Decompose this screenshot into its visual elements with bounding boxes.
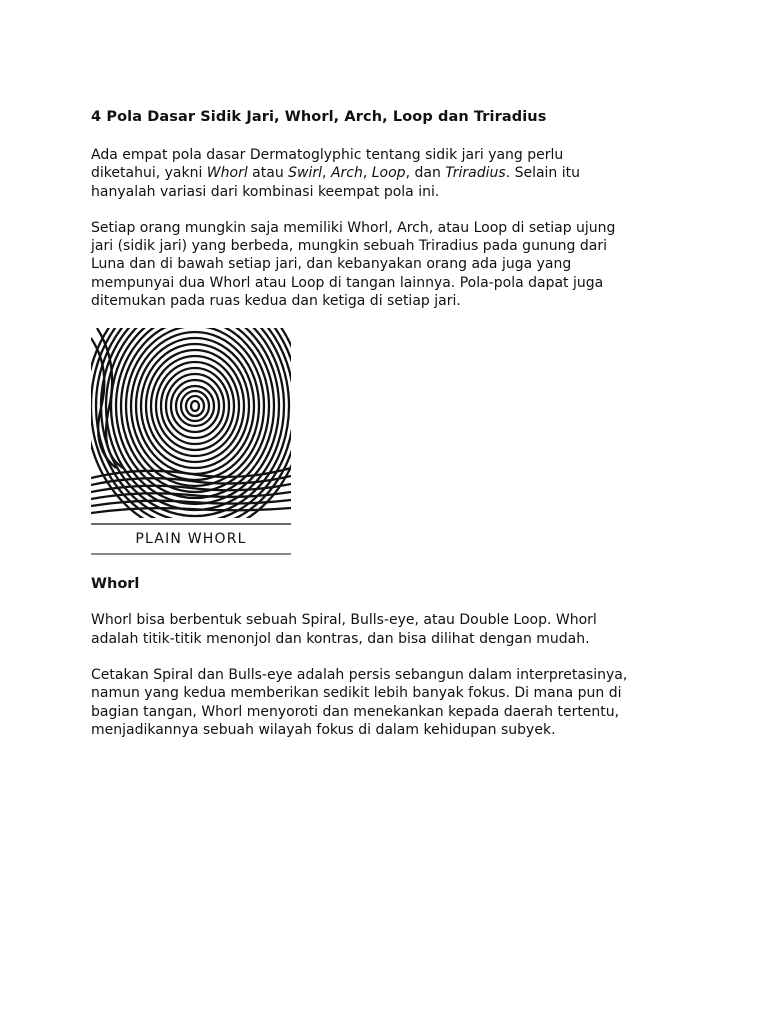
term-whorl: Whorl <box>206 165 248 182</box>
document-content <box>91 108 691 757</box>
paragraph-line: Whorl bisa berbentuk sebuah Spiral, Bulls-eye, atau Double Loop. Whorl <box>91 612 597 629</box>
document-title: 4 Pola Dasar Sidik Jari, Whorl, Arch, Loop dan Triradius <box>91 109 547 125</box>
section-heading-whorl: Whorl <box>91 576 140 593</box>
fingerprint-figure <box>91 328 291 556</box>
intro-text: . Selain itu <box>505 165 581 182</box>
intro-text: atau <box>247 165 289 182</box>
paragraph-line: Setiap orang mungkin saja memiliki Whorl, Arch, atau Loop di setiap ujung <box>91 219 616 236</box>
intro-text: , <box>322 165 331 182</box>
paragraph-4 <box>91 666 691 739</box>
intro-line-3: hanyalah variasi dari kombinasi keempat pola ini. <box>91 183 440 200</box>
intro-line-2 <box>91 164 691 182</box>
paragraph-line: namun yang kedua memberikan sedikit lebih banyak fokus. Di mana pun di <box>91 685 622 702</box>
paragraph-line: mempunyai dua Whorl atau Loop di tangan lainnya. Pola-pola dapat juga <box>91 274 604 291</box>
paragraph-line: jari (sidik jari) yang berbeda, mungkin sebuah Triradius pada gunung dari <box>91 238 608 255</box>
paragraph-2 <box>91 219 691 310</box>
paragraph-3 <box>91 611 691 648</box>
paragraph-line: menjadikannya sebuah wilayah fokus di dalam kehidupan subyek. <box>91 721 556 738</box>
intro-text: , dan <box>405 165 446 182</box>
paragraph-line: Luna dan di bawah setiap jari, dan kebanyakan orang ada juga yang <box>91 256 572 273</box>
intro-paragraph <box>91 146 691 201</box>
fingerprint-image <box>91 328 291 556</box>
intro-text: , <box>362 165 372 182</box>
paragraph-line: ditemukan pada ruas kedua dan ketiga di setiap jari. <box>91 293 461 310</box>
paragraph-line: adalah titik-titik menonjol dan kontras, dan bisa dilihat dengan mudah. <box>91 630 590 647</box>
intro-line-1: Ada empat pola dasar Dermatoglyphic tentang sidik jari yang perlu <box>91 147 564 163</box>
paragraph-line: Cetakan Spiral dan Bulls-eye adalah persis sebangun dalam interpretasinya, <box>91 666 628 683</box>
term-triradius: Triradius <box>445 165 506 182</box>
term-arch: Arch <box>330 165 363 182</box>
figure-caption: PLAIN WHORL <box>135 531 247 548</box>
paragraph-line: bagian tangan, Whorl menyoroti dan menekankan kepada daerah tertentu, <box>91 703 620 720</box>
term-loop: Loop <box>371 165 406 182</box>
term-swirl: Swirl <box>288 165 323 182</box>
intro-text: diketahui, yakni <box>91 165 207 182</box>
